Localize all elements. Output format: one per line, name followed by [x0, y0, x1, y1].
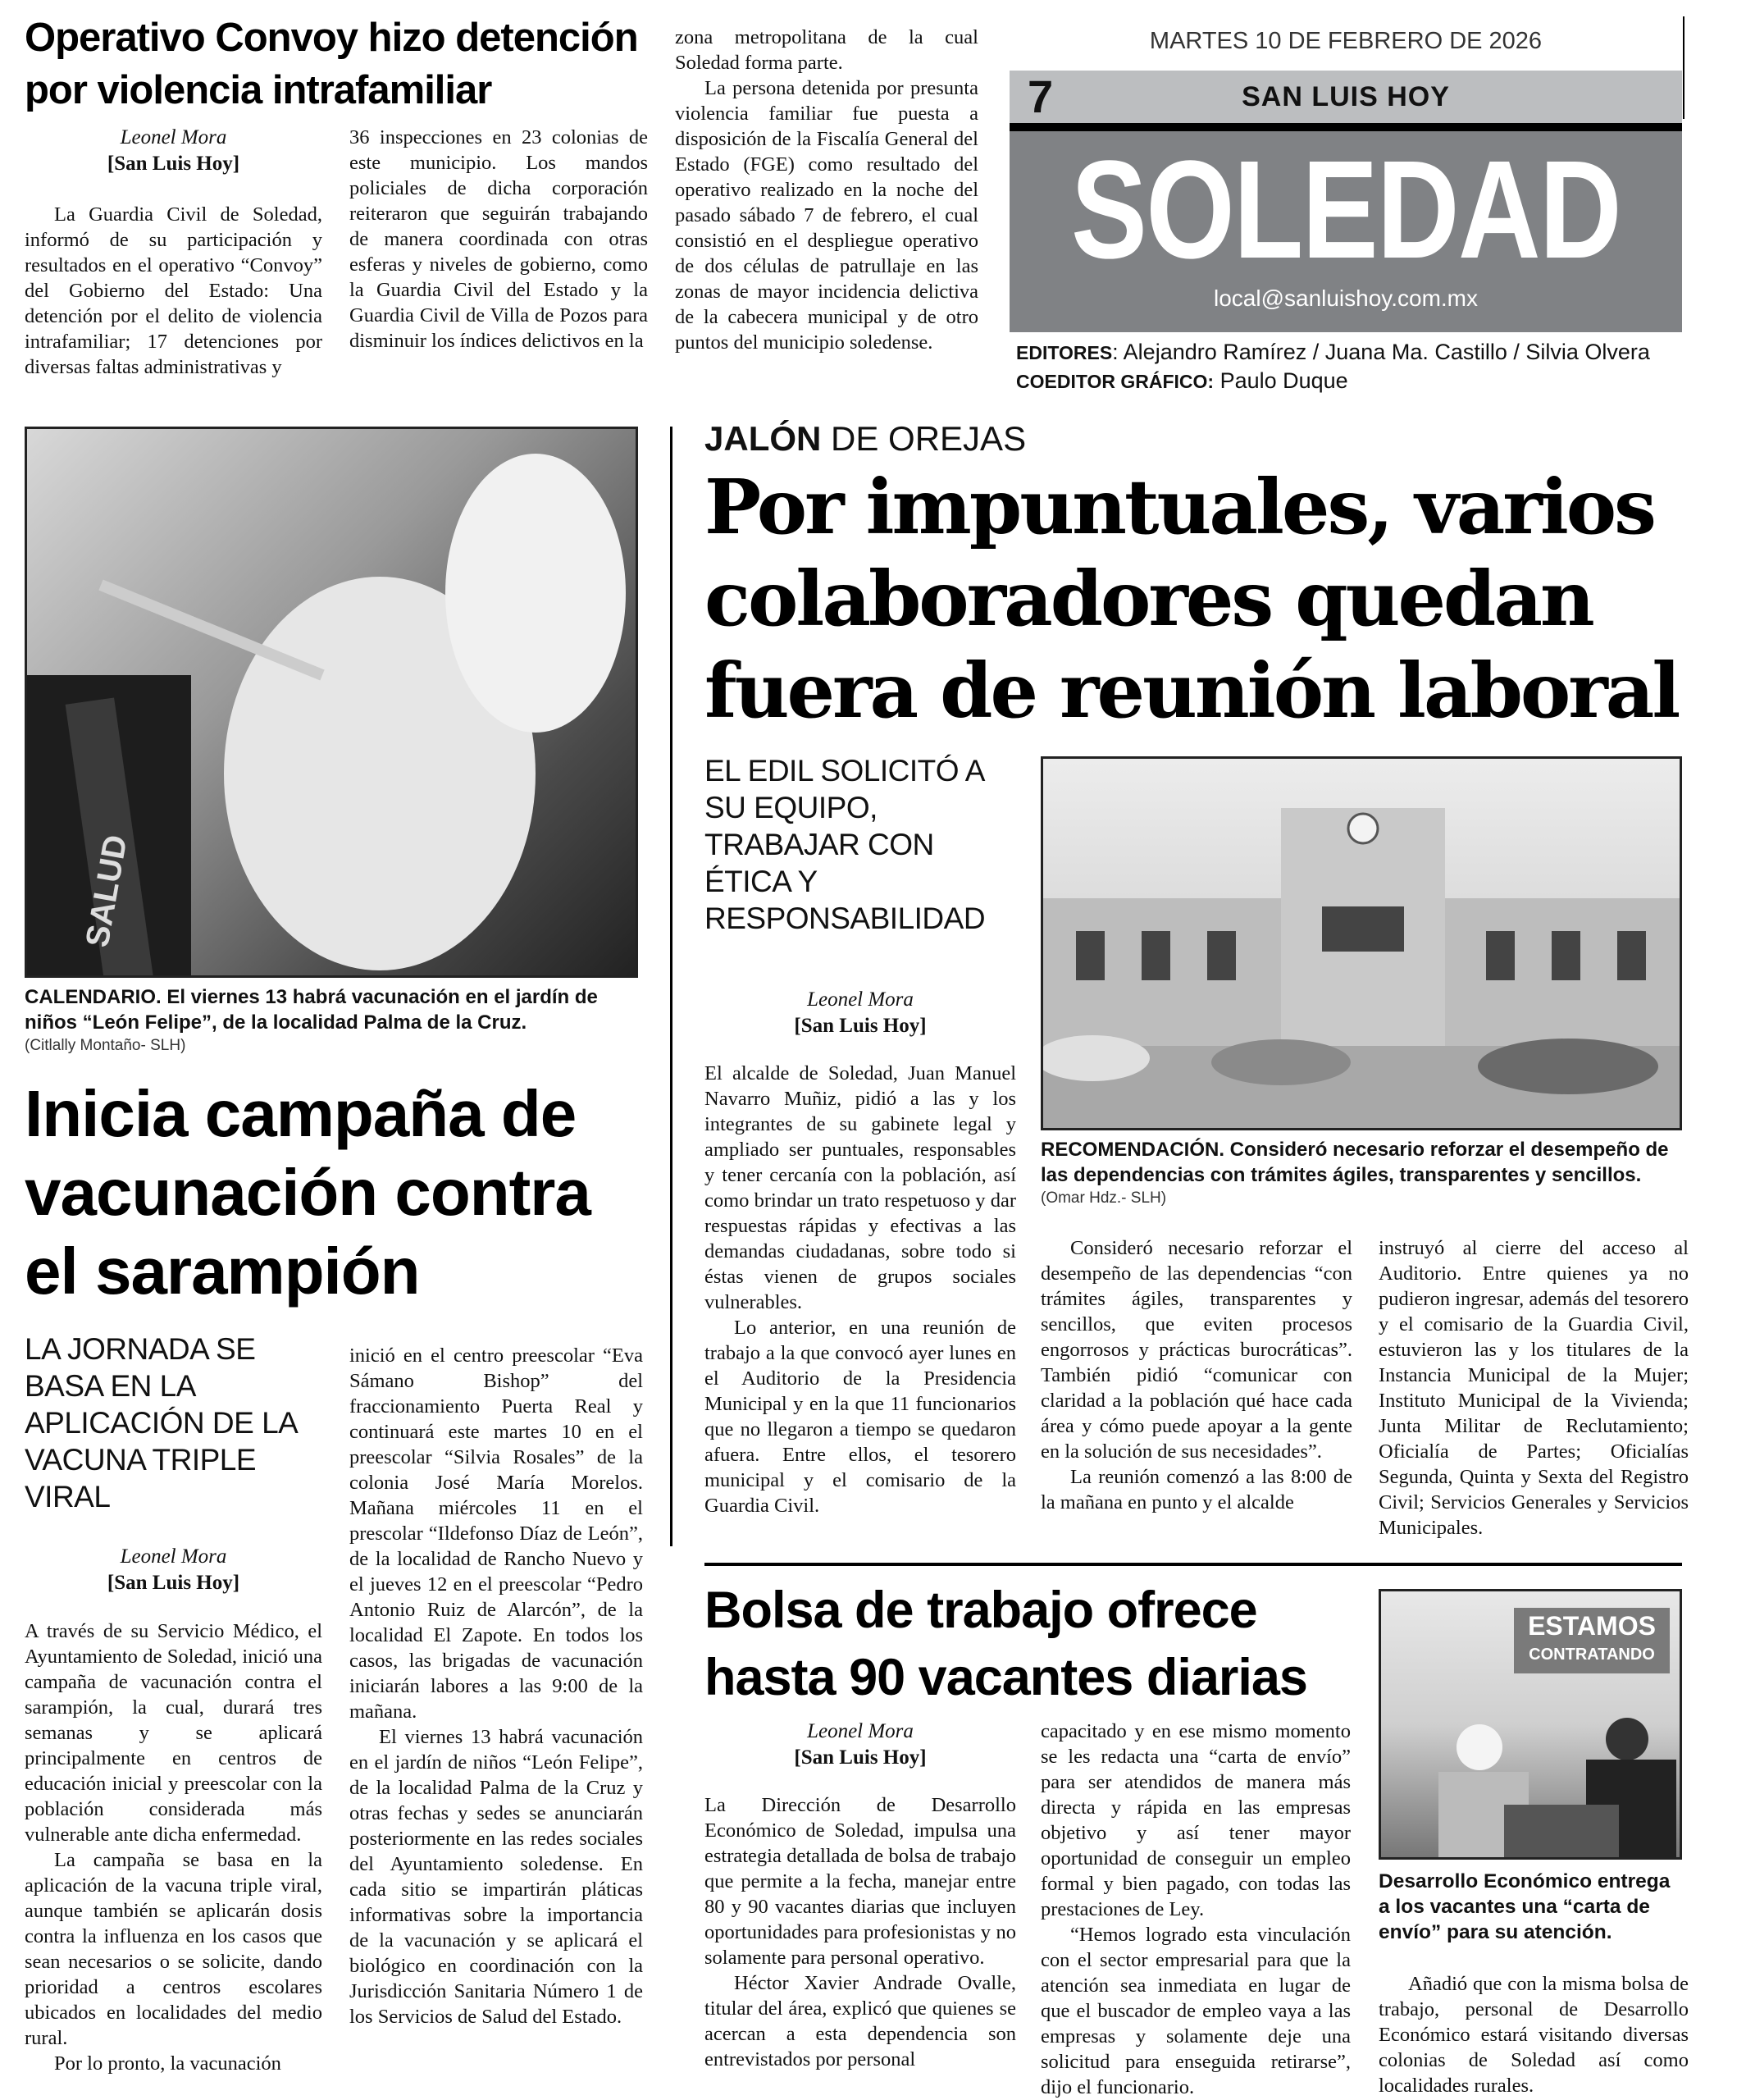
vaccination-caption: [25, 984, 648, 1057]
source: [San Luis Hoy]: [794, 1015, 927, 1037]
city-hall-photo: [1041, 756, 1682, 1130]
bolsa-col3: [1379, 1971, 1689, 2098]
source: [San Luis Hoy]: [107, 1572, 240, 1594]
page-number: 7: [1028, 71, 1054, 122]
jalon-kicker: [704, 418, 1026, 459]
section-rule: [704, 1563, 1682, 1566]
paragraph: La reunión comenzó a las 8:00 de la mañana en punto y el alcalde: [1041, 1466, 1352, 1513]
jalon-col2: [1041, 1235, 1352, 1515]
author: Leonel Mora: [120, 1545, 227, 1568]
author: Leonel Mora: [120, 126, 227, 148]
editors-label: EDITORES: [1016, 342, 1113, 363]
paragraph: instruyó al cierre del acceso al Auditorio. Entre quienes ya no pudieron ingresar, además del tesorero y el comisario de la Guardia Civil, estuvieron las y los titulares de la Instancia Municipal de la Mujer; Instituto Municipal de la Vivienda; Junta Militar de Reclutamiento; Oficialía de Partes; Oficialías Segunda, Quinta y Sexta del Registro Civil; Servicios Generales y Servicios Municipales.: [1379, 1237, 1689, 1539]
paragraph: zona metropolitana de la cual Soledad forma parte.: [675, 26, 978, 74]
rule: [1683, 16, 1684, 119]
jalon-col1: [704, 1061, 1016, 1518]
caption-lead: CALENDARIO.: [25, 986, 162, 1008]
sign-line-2: CONTRATANDO: [1529, 1646, 1655, 1664]
bolsa-headline: Bolsa de trabajo ofrece hasta 90 vacantes diarias: [704, 1582, 1307, 1706]
caption-text: El viernes 13 habrá vacunación en el jardín de niños “León Felipe”, de la localidad Palma de la Cruz.: [25, 986, 598, 1034]
paragraph: Consideró necesario reforzar el desempeño de las dependencias “con trámites ágiles, transparentes y sencillos, que eviten procesos engorrosos y prácticas burocráticas”. También pidió “comunicar con claridad a la población qué hace cada área y cómo puede apoyar a la gente en la solución de sus necesidades”.: [1041, 1237, 1352, 1463]
photo-label: SALUD: [79, 832, 134, 950]
source: [San Luis Hoy]: [794, 1746, 927, 1769]
paragraph: El viernes 13 habrá vacunación en el jardín de niños “León Felipe”, de la localidad Palma de la Cruz y otras fechas y sedes se anunciarán posteriormente en las redes sociales del Ayuntamiento soledense. En cada sitio se impartirán pláticas informativas sobre la importancia de la vacunación y se aplicará el biológico en coordinación con la Jurisdicción Sanitaria Número 1 de los Servicios de Salud del Estado.: [349, 1726, 643, 2028]
source: [San Luis Hoy]: [107, 153, 240, 175]
paragraph: A través de su Servicio Médico, el Ayuntamiento de Soledad, inició una campaña de vacunación contra el sarampión, la cual, durará tres semanas y se aplicará principalmente en centros de educación inicial y preescolar con la población considerada más vulnerable ante dicha enfermedad.: [25, 1620, 322, 1846]
coeditor-label: COEDITOR GRÁFICO:: [1016, 371, 1215, 392]
paragraph: inició en el centro preescolar “Eva Sámano Bishop” del fraccionamiento Puerta Real y continuará este martes 10 en el preescolar “Silvia Rosales” de la colonia José María Morelos. Mañana miércoles 11 en el prescolar “Ildefonso Díaz de León”, de la localidad de Rancho Nuevo y el jueves 12 en el preescolar “Pedro Antonio Ruiz de Alarcón”, de la localidad El Zapote. En todos los casos, las brigadas de vacunación iniciarán labores a las 9:00 de la mañana.: [349, 1344, 643, 1723]
photo-credit: (Omar Hdz.- SLH): [1041, 1189, 1167, 1207]
column-rule: [670, 427, 672, 1546]
section-email[interactable]: local@sanluishoy.com.mx: [1213, 285, 1478, 311]
bolsa-col1: [704, 1792, 1016, 2072]
paragraph: Héctor Xavier Andrade Ovalle, titular del área, explicó que quienes se acercan a esta dependencia son entrevistados por personal: [704, 1972, 1016, 2070]
photo-credit: (Citlally Montaño- SLH): [25, 1037, 186, 1054]
job-fair-photo: [1379, 1589, 1682, 1860]
paragraph: Lo anterior, en una reunión de trabajo a la que convocó ayer lunes en el Auditorio de la Presidencia Municipal y en la que 11 funcionarios que no llegaron a tiempo se quedaron afuera. Entre ellos, el tesorero municipal y el comisario de la Guardia Civil.: [704, 1317, 1016, 1517]
convoy-col2: [349, 125, 648, 354]
convoy-byline: [25, 125, 322, 177]
editors: : Alejandro Ramírez / Juana Ma. Castillo / Silvia Olvera: [1112, 340, 1650, 364]
convoy-col3: [675, 25, 978, 355]
vaccination-headline: Inicia campaña de vacunación contra el sarampión: [25, 1077, 590, 1308]
jalon-subhead: EL EDIL SOLICITÓ A SU EQUIPO, TRABAJAR CON ÉTICA Y RESPONSABILIDAD: [704, 754, 986, 935]
section-banner: [1010, 131, 1682, 332]
convoy-headline: Operativo Convoy hizo detención por violencia intrafamiliar: [25, 16, 638, 112]
bolsa-col2: [1041, 1719, 1351, 2100]
coeditor: Paulo Duque: [1214, 368, 1348, 393]
divider: [1010, 123, 1682, 131]
paragraph: La campaña se basa en la aplicación de la vacuna triple viral, aunque también se aplicarán dosis contra la influenza en los casos que sean necesarios o se solicite, dando prioridad a centros escolares ubicados en localidades del medio rural.: [25, 1849, 322, 2049]
paragraph: Añadió que con la misma bolsa de trabajo, personal de Desarrollo Económico estará visitando diversas colonias de Soledad así como localidades rurales.: [1379, 1973, 1689, 2097]
section-title: SOLEDAD: [1070, 132, 1621, 288]
author: Leonel Mora: [807, 988, 914, 1011]
people-illustration: [1381, 1591, 1682, 1860]
job-fair-caption: Desarrollo Económico entrega a los vacantes una “carta de envío” para su atención.: [1379, 1870, 1671, 1943]
bolsa-byline: [704, 1719, 1016, 1771]
masthead-date: MARTES 10 DE FEBRERO DE 2026: [1149, 28, 1543, 54]
jalon-headline: Por impuntuales, varios colaboradores quedan fuera de reunión laboral: [704, 463, 1679, 735]
sign-line-1: ESTAMOS: [1528, 1611, 1656, 1641]
vaccination-col2: [349, 1343, 643, 2029]
city-hall-illustration: [1043, 759, 1682, 1130]
jalon-col3: [1379, 1235, 1689, 1541]
convoy-col1: [25, 202, 322, 380]
city-hall-caption: [1041, 1137, 1697, 1209]
vaccination-col1: [25, 1618, 322, 2076]
paragraph: capacitado y en ese mismo momento se les redacta una “carta de envío” para ser atendidos de manera más directa y rápida en las empresas objetivo y así tener mayor oportunidad de conseguir un empleo formal y bien pagado, con todas las prestaciones de Ley.: [1041, 1720, 1351, 1920]
caption-text: Consideró necesario reforzar el desempeño de las dependencias con trámites ágiles, transparentes y sencillos.: [1041, 1139, 1669, 1186]
jalon-byline: [704, 987, 1016, 1039]
masthead-band: [1010, 71, 1682, 123]
paragraph: “Hemos logrado esta vinculación con el sector empresarial para que la atención sea inmediata en lugar de que el buscador de empleo vaya a las empresas y solamente deje una solicitud para enseguida retirarse”, dijo el funcionario.: [1041, 1924, 1351, 2098]
paragraph: 36 inspecciones en 23 colonias de este municipio. Los mandos policiales de dicha corporación reiteraron que seguirán trabajando de manera coordinada con otras esferas y niveles de gobierno, como la Guardia Civil del Estado y la Guardia Civil de Villa de Pozos para disminuir los índices delictivos en la: [349, 126, 648, 352]
vaccination-illustration: [27, 429, 638, 978]
caption-lead: RECOMENDACIÓN.: [1041, 1139, 1225, 1161]
kicker-bold: JALÓN: [704, 419, 822, 458]
vaccination-subhead: LA JORNADA SE BASA EN LA APLICACIÓN DE LA VACUNA TRIPLE VIRAL: [25, 1332, 297, 1513]
author: Leonel Mora: [807, 1720, 914, 1742]
paragraph: La persona detenida por presunta violencia familiar fue puesta a disposición de la Fiscalía General del Estado (FGE) como resultado del operativo realizado en la noche del pasado sábado 7 de febrero, el cual consistió en el despliegue operativo de dos células de patrullaje en las zonas de mayor incidencia delictiva de la cabecera municipal y de otro puntos del municipio soledense.: [675, 77, 978, 354]
vaccination-photo: [25, 427, 638, 978]
masthead: [1010, 16, 1682, 393]
kicker-rest: DE OREJAS: [821, 419, 1027, 458]
paragraph: El alcalde de Soledad, Juan Manuel Navarro Muñiz, pidió a las y los integrantes de su gabinete legal y ampliado ser puntuales, responsables y tener cercanía con la población, así como brindar un trato respetuoso y dar respuestas rápidas y efectivas a las demandas ciudadanas, sobre todo si éstas vienen de grupos sociales vulnerables.: [704, 1062, 1016, 1313]
paragraph: La Dirección de Desarrollo Económico de Soledad, impulsa una estrategia detallada de bolsa de trabajo que permite a la fecha, manejar entre 80 y 90 vacantes diarias que incluyen oportunidades para profesionistas y no solamente para personal operativo.: [704, 1794, 1016, 1969]
paragraph: La Guardia Civil de Soledad, informó de su participación y resultados en el operativo “Convoy” del Gobierno del Estado: Una detención por el delito de violencia intrafamiliar; 17 detenciones por diversas faltas administrativas y: [25, 203, 322, 378]
vaccination-byline: [25, 1544, 322, 1596]
paragraph: Por lo pronto, la vacunación: [54, 2052, 281, 2075]
credits: [1016, 338, 1650, 395]
paper-name: SAN LUIS HOY: [1242, 81, 1450, 112]
